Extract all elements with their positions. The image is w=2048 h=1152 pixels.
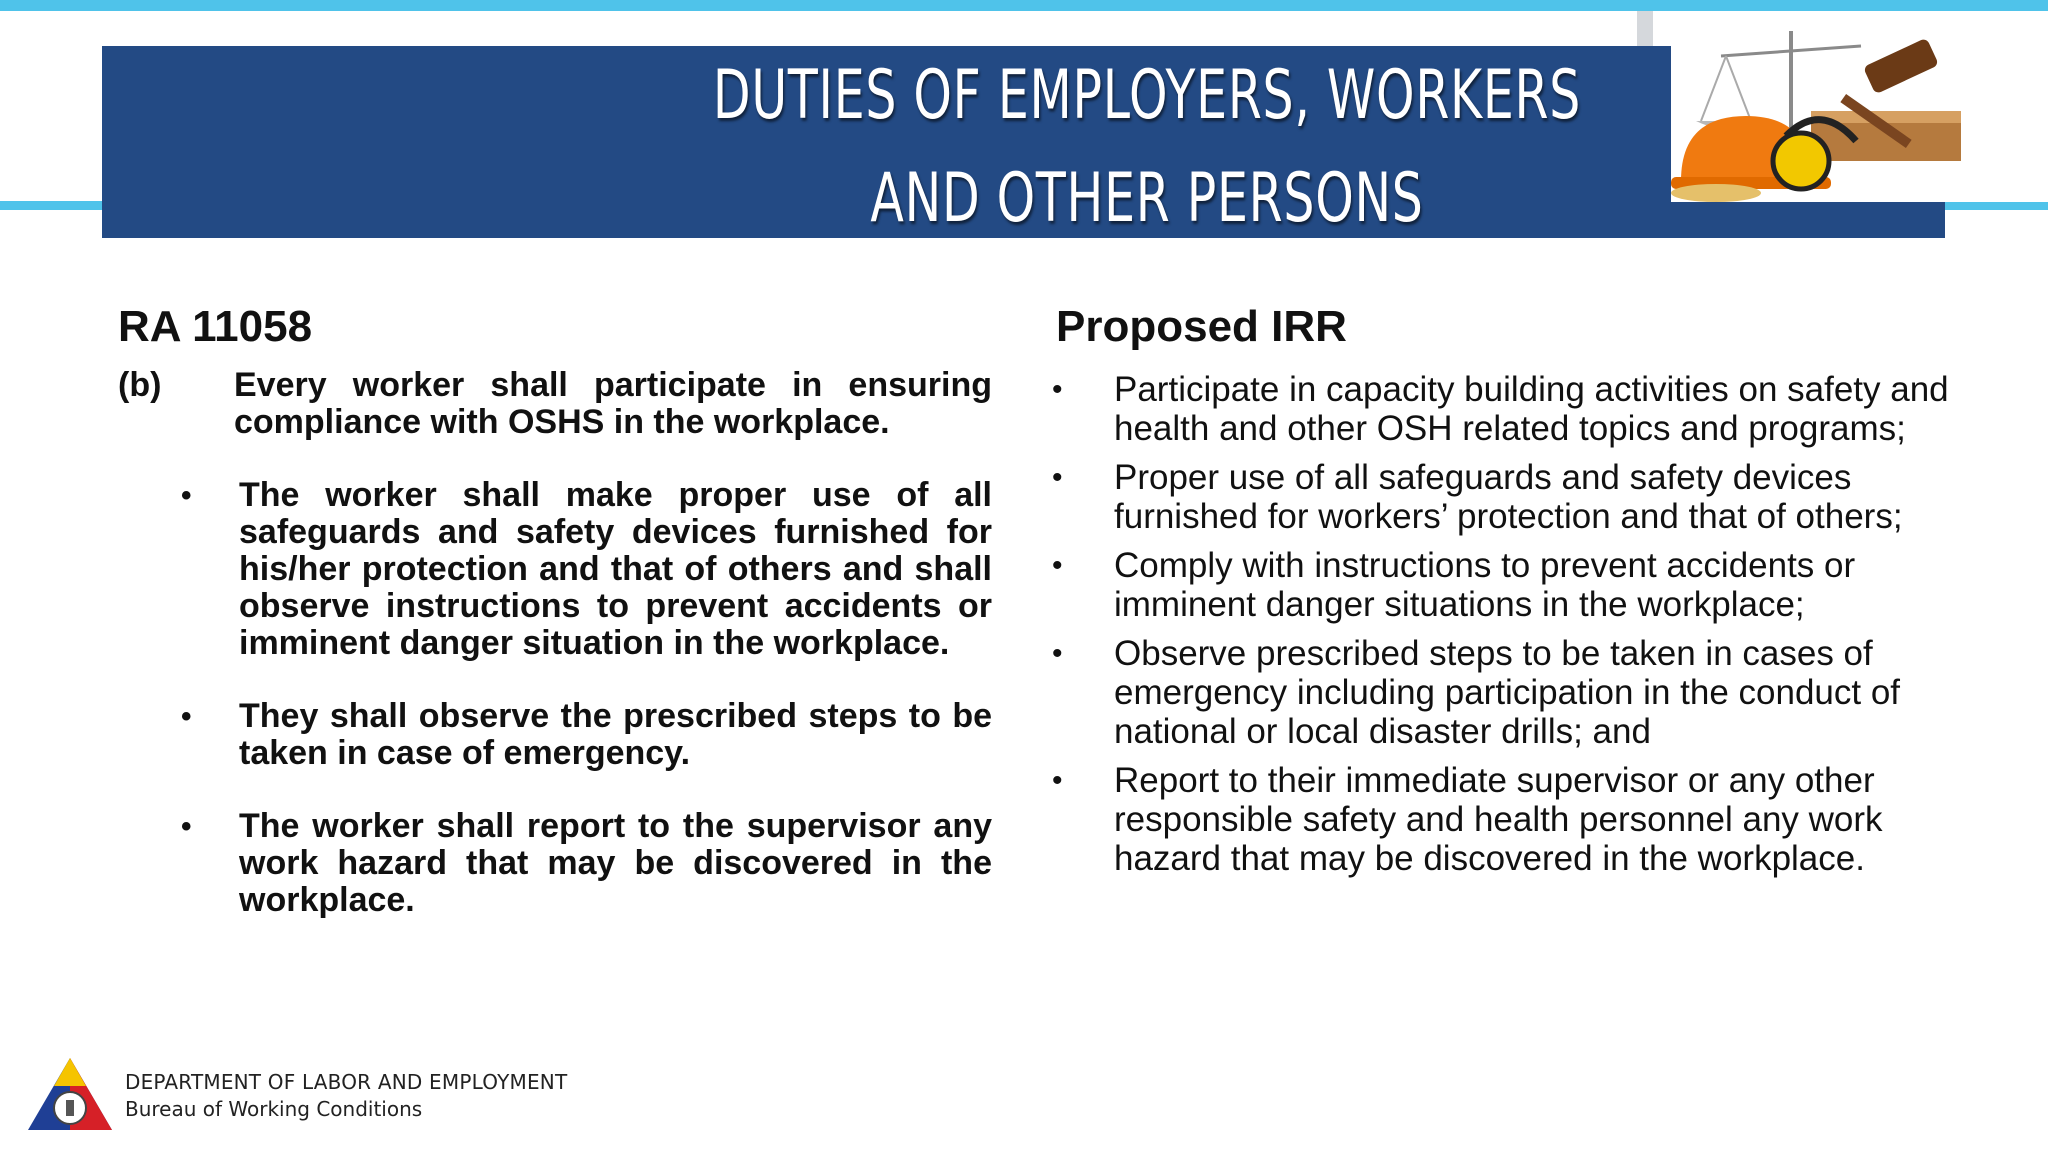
ra-bullet-item [181,477,992,662]
top-accent-stripe [0,0,2048,11]
lead-marker: (b) [118,366,162,404]
ra-bullet-text: The worker shall make proper use of all safeguards and safety devices furnished for his/her protection and that of others and shall observe instructions to prevent accidents or imminent danger situation in the workplace. [239,476,992,662]
lead-text: Every worker shall participate in ensuring compliance with OSHS in the workplace. [234,366,992,441]
ra-bullet-text: They shall observe the prescribed steps to be taken in case of emergency. [239,697,992,772]
irr-bullet-text: Proper use of all safeguards and safety devices furnished for workers’ protection and that of others; [1114,458,1903,536]
scales-gavel-hardhat-image [1671,11,2048,202]
irr-bullet-text: Participate in capacity building activities on safety and health and other OSH related topics and programs; [1114,370,1949,448]
irr-column [1052,370,1952,888]
bullet-dot: • [1052,637,1063,670]
bureau-name: Bureau of Working Conditions [125,1097,423,1121]
irr-bullet-item [1052,458,1952,536]
left-accent-stripe [0,201,104,210]
ra-bullet-item [181,808,992,919]
grey-tab [1637,11,1653,47]
right-accent-stripe [1945,201,2048,210]
irr-heading: Proposed IRR [1056,302,1347,351]
irr-bullet-item [1052,634,1952,751]
bullet-dot: • [1052,764,1063,797]
irr-bullet-item [1052,761,1952,878]
ra-heading: RA 11058 [118,302,313,351]
bullet-dot: • [1052,373,1063,406]
ra-bullet-text: The worker shall report to the supervisor any work hazard that may be discovered in the workplace. [239,807,992,919]
department-name: DEPARTMENT OF LABOR AND EMPLOYMENT [125,1070,568,1094]
bullet-dot: • [181,810,192,843]
dole-logo-icon [24,1054,116,1134]
irr-bullet-text: Report to their immediate supervisor or any other responsible safety and health personnel any work hazard that may be discovered in the workplace. [1114,761,1883,878]
ra-column [118,367,992,919]
irr-bullet-text: Observe prescribed steps to be taken in cases of emergency including participation in the conduct of national or local disaster drills; and [1114,634,1901,751]
bullet-dot: • [1052,549,1063,582]
title-band [102,46,1945,238]
irr-bullet-item [1052,370,1952,448]
ra-bullet-item [181,698,992,772]
irr-bullet-item [1052,546,1952,624]
bullet-dot: • [181,700,192,733]
title-line-1: DUTIES OF EMPLOYERS, WORKERS [712,56,1582,135]
bullet-dot: • [1052,461,1063,494]
lead-item [118,367,992,441]
title-line-2: AND OTHER PERSONS [870,159,1424,238]
bullet-dot: • [181,479,192,512]
irr-bullet-text: Comply with instructions to prevent accidents or imminent danger situations in the workplace; [1114,546,1856,624]
footer-department [125,1069,567,1123]
